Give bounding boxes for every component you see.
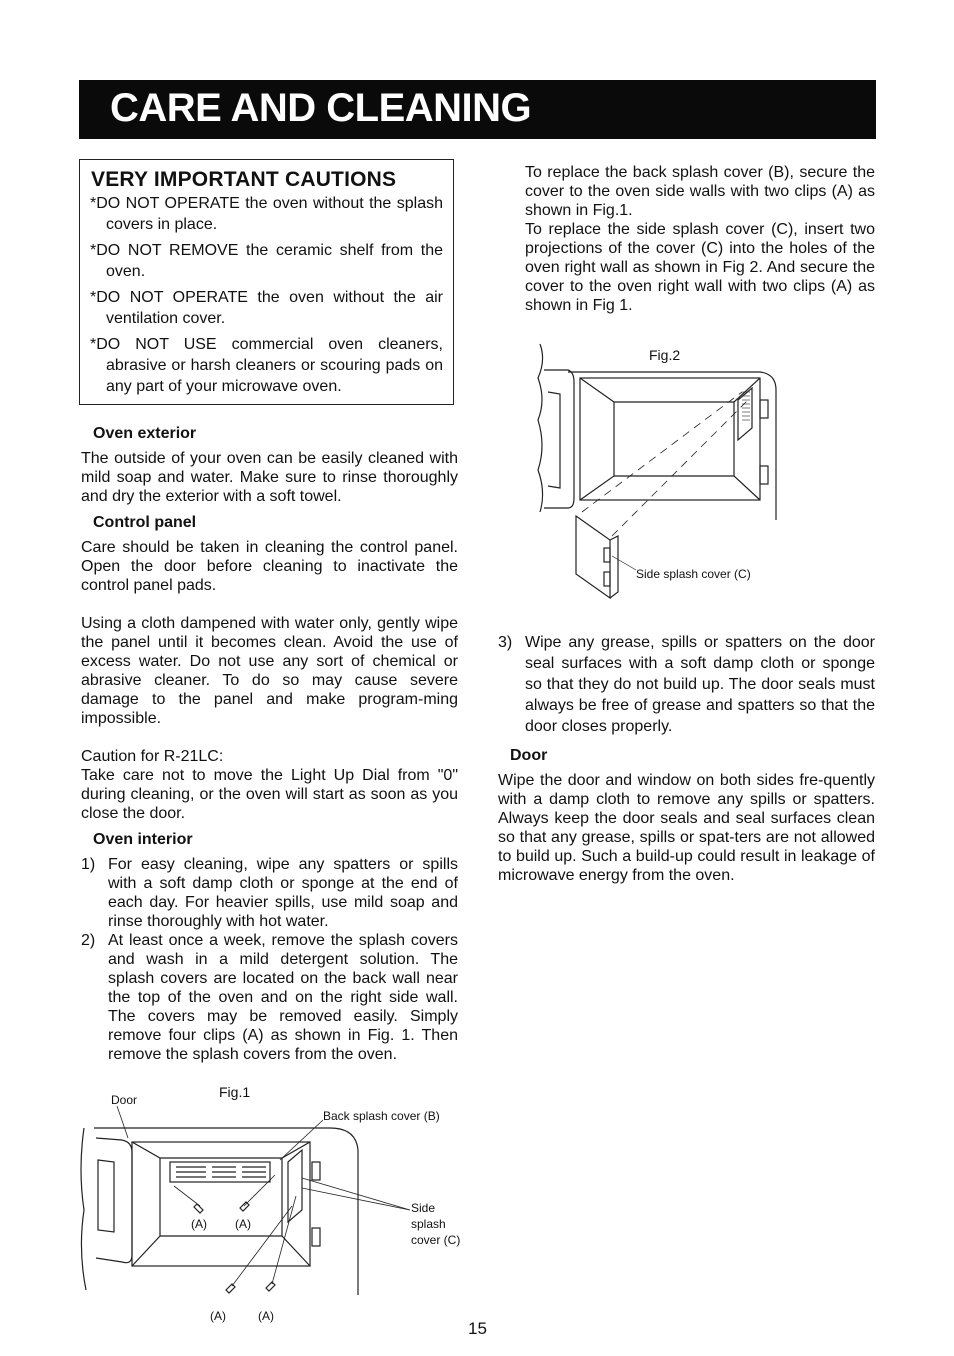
clip-label: (A) xyxy=(210,1309,226,1323)
fig1-side-cover-line: splash xyxy=(411,1217,446,1231)
list-text: For easy cleaning, wipe any spatters or spills with a soft damp cloth or sponge at the end of each day. For heavier spills, use mild soap and rinse thoroughly with hot water. xyxy=(108,856,458,930)
list-text: At least once a week, remove the splash covers and wash in a mild detergent solution. The splash covers are located on the back wall near the top of the oven and on the right side wall. The covers may be removed easily. Simply remove four clips (A) as shown in Fig. 1. Then remove the splash covers from the oven. xyxy=(108,932,458,1063)
list-number: 3) xyxy=(498,634,513,651)
clip-label: (A) xyxy=(235,1217,251,1231)
page-number: 15 xyxy=(468,1319,487,1338)
door-text xyxy=(498,771,875,885)
step3-list xyxy=(498,632,875,737)
fig1-title: Fig.1 xyxy=(219,1084,251,1100)
replace-back-cover-paragraph: To replace the back splash cover (B), secure the cover to the oven side walls with two clips (A) as shown in Fig.1. xyxy=(525,164,875,219)
clip-label: (A) xyxy=(191,1217,207,1231)
control-panel-paragraph-1: Care should be taken in cleaning the control panel. Open the door before cleaning to inactivate the control panel pads. xyxy=(81,539,458,594)
caution-item: *DO NOT OPERATE the oven without the air ventilation cover. xyxy=(90,289,443,327)
list-item xyxy=(498,632,875,737)
oven-exterior-heading: Oven exterior xyxy=(93,425,197,442)
fig2-title: Fig.2 xyxy=(649,347,681,363)
fig1-door-label: Door xyxy=(111,1093,138,1107)
clip-label: (A) xyxy=(258,1309,274,1323)
list-number: 2) xyxy=(81,932,96,949)
fig1-back-cover-label: Back splash cover (B) xyxy=(323,1109,440,1123)
list-number: 1) xyxy=(81,856,96,873)
oven-interior-heading: Oven interior xyxy=(93,831,193,848)
control-panel-heading: Control panel xyxy=(93,514,197,531)
caution-r21lc-text: Take care not to move the Light Up Dial from "0" during cleaning, or the oven will start as soon as you close the door. xyxy=(81,767,458,822)
replace-side-cover-paragraph: To replace the side splash cover (C), insert two projections of the cover (C) into the holes of the oven right wall as shown in Fig 2. And secure the cover to the oven right wall with two clips (A) as shown in Fig 1. xyxy=(525,221,875,314)
fig1-side-cover-line: cover (C) xyxy=(411,1233,461,1247)
caution-item: *DO NOT OPERATE the oven without the splash covers in place. xyxy=(90,195,443,233)
fig1-side-cover-line: Side xyxy=(411,1201,436,1215)
control-panel-paragraph-2: Using a cloth dampened with water only, gently wipe the panel until it becomes clean. Avoid the use of excess water. Do not use any sort of chemical or abrasive cleaner. To do so may cause severe damage to the panel and make program-ming impossible. xyxy=(81,615,458,727)
oven-exterior-paragraph: The outside of your oven can be easily cleaned with mild soap and water. Make sure to rinse thoroughly and dry the exterior with a soft towel. xyxy=(81,450,458,505)
page-title: CARE AND CLEANING xyxy=(110,86,532,130)
door-heading: Door xyxy=(510,747,548,764)
fig2-side-cover-label: Side splash cover (C) xyxy=(636,567,751,581)
door-paragraph: Wipe the door and window on both sides fre-quently with a damp cloth to remove any spills or spatters. Always keep the door seals and seal surfaces clean so that any grease, spills or spat-ters are not allowed to build up. Such a build-up could result in leakage of microwave energy from the oven. xyxy=(498,772,875,884)
caution-title: VERY IMPORTANT CAUTIONS xyxy=(91,168,397,191)
caution-item: *DO NOT USE commercial oven cleaners, abrasive or harsh cleaners or scouring pads on any part of your microwave oven. xyxy=(90,336,443,395)
caution-item: *DO NOT REMOVE the ceramic shelf from the oven. xyxy=(90,242,443,280)
caution-r21lc-heading: Caution for R-21LC: xyxy=(81,748,224,765)
list-text: Wipe any grease, spills or spatters on the door seal surfaces with a soft damp cloth or sponge so that they do not build up. The door seals must always be free of grease and spatters so that the door closes properly. xyxy=(525,634,875,735)
